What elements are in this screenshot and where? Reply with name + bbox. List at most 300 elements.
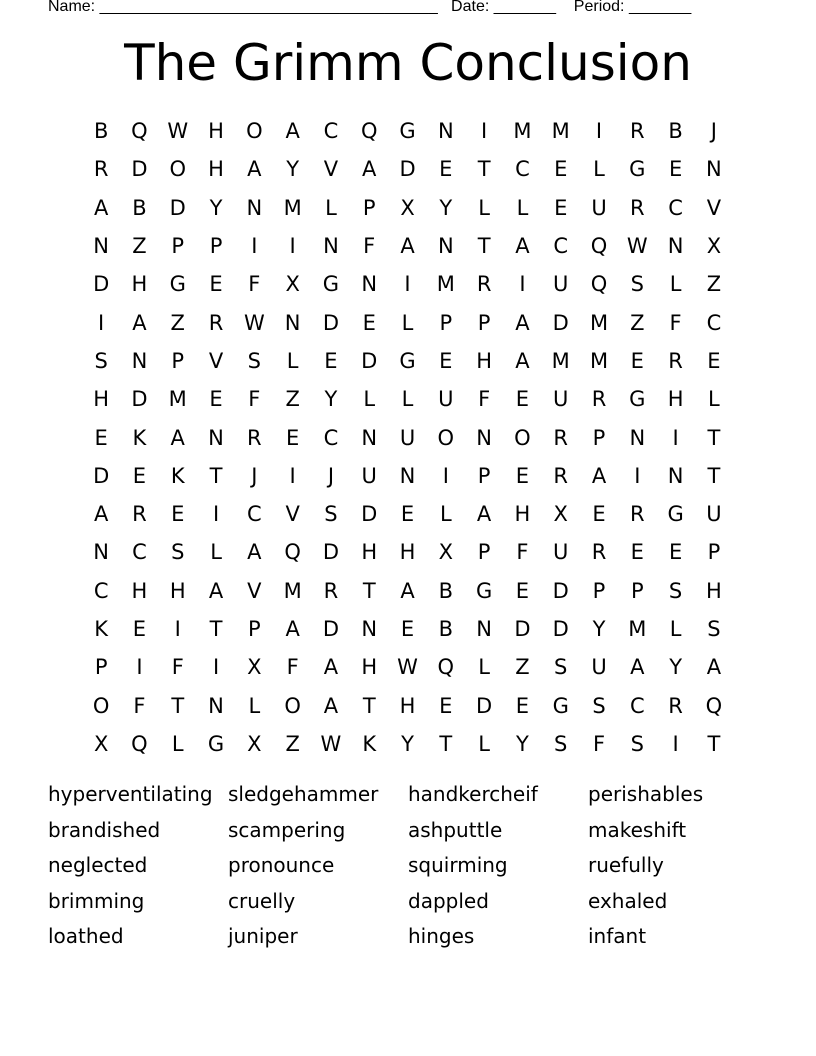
grid-letter: A — [323, 693, 339, 718]
grid-letter: M — [283, 195, 302, 220]
grid-letter: G — [552, 693, 569, 718]
grid-letter: S — [592, 693, 606, 718]
grid-letter: L — [593, 157, 605, 182]
grid-letter: E — [400, 617, 415, 641]
grid-letter: H — [169, 578, 186, 603]
grid-letter: M — [283, 578, 302, 603]
header-fields: Name: ______________________________________ Date: _______ Period: _______ — [48, 0, 692, 15]
grid-letter: H — [399, 540, 416, 565]
grid-letter: O — [514, 425, 531, 450]
grid-letter: T — [171, 693, 185, 718]
grid-letter: A — [285, 617, 300, 641]
grid-letter: E — [554, 157, 568, 182]
word-bank — [48, 780, 768, 958]
grid-letter: P — [362, 195, 376, 220]
grid-letter: R — [630, 502, 645, 527]
grid-letter: N — [667, 463, 684, 488]
letter-grid — [82, 112, 733, 763]
grid-letter: L — [363, 387, 376, 412]
grid-letter: S — [707, 617, 721, 641]
grid-letter: R — [247, 425, 262, 450]
grid-letter: L — [669, 617, 682, 641]
grid-letter: E — [515, 693, 530, 718]
grid-letter: D — [552, 617, 569, 641]
grid-letter: E — [515, 463, 530, 488]
grid-letter: X — [247, 731, 262, 756]
grid-letter: S — [171, 540, 185, 565]
grid-letter: R — [208, 310, 224, 335]
grid-letter: G — [207, 731, 225, 756]
grid-letter: C — [515, 157, 530, 182]
grid-letter: N — [361, 425, 378, 450]
grid-letter: X — [247, 655, 262, 680]
grid-letter: C — [629, 693, 645, 718]
grid-letter: K — [132, 425, 147, 450]
grid-letter: I — [136, 655, 143, 680]
grid-letter: H — [476, 348, 493, 373]
grid-letter: U — [591, 655, 607, 680]
grid-letter: A — [247, 540, 262, 565]
grid-letter: D — [169, 195, 186, 220]
grid-letter: N — [284, 310, 301, 335]
grid-letter: M — [551, 348, 570, 373]
grid-letter: T — [209, 463, 223, 488]
word-bank-item: brandished — [48, 817, 161, 842]
grid-letter: A — [400, 234, 415, 259]
grid-letter: C — [668, 195, 683, 220]
grid-letter: U — [706, 502, 722, 527]
grid-letter: Q — [590, 272, 608, 297]
grid-letter: T — [209, 617, 223, 641]
grid-letter: D — [552, 578, 569, 603]
grid-letter: N — [437, 234, 454, 259]
grid-letter: F — [171, 655, 184, 680]
grid-letter: E — [668, 157, 683, 182]
grid-letter: C — [247, 502, 262, 527]
grid-letter: Y — [209, 195, 223, 220]
grid-letter: F — [478, 387, 491, 412]
grid-letter: N — [131, 348, 148, 373]
grid-letter: E — [132, 617, 147, 641]
grid-letter: M — [628, 617, 647, 641]
grid-letter: S — [324, 502, 338, 527]
grid-letter: D — [322, 540, 340, 565]
grid-letter: M — [513, 119, 532, 144]
grid-letter: S — [630, 731, 644, 756]
grid-letter: N — [706, 157, 722, 182]
grid-letter: S — [94, 348, 108, 373]
grid-letter: X — [438, 540, 454, 565]
grid-letter: Q — [437, 655, 455, 680]
grid-letter: T — [362, 578, 376, 603]
grid-letter: E — [515, 387, 530, 412]
grid-letter: H — [514, 502, 531, 527]
grid-letter: R — [630, 119, 645, 144]
grid-letter: L — [478, 195, 490, 220]
grid-letter: D — [399, 157, 416, 182]
grid-letter: T — [362, 693, 376, 718]
word-bank-item: ruefully — [588, 853, 664, 878]
grid-letter: D — [514, 617, 531, 641]
grid-letter: F — [286, 655, 299, 680]
grid-letter: Z — [515, 655, 530, 680]
grid-letter: H — [361, 540, 378, 565]
grid-letter: A — [591, 463, 607, 488]
grid-letter: E — [630, 540, 644, 565]
grid-letter: I — [672, 731, 679, 756]
grid-letter: G — [399, 119, 416, 144]
grid-letter: R — [476, 272, 492, 297]
grid-letter: U — [399, 425, 416, 450]
grid-letter: F — [133, 693, 146, 718]
grid-letter: R — [553, 425, 568, 450]
grid-letter: Y — [324, 387, 338, 412]
grid-letter: E — [592, 502, 606, 527]
grid-letter: T — [477, 157, 491, 182]
grid-letter: N — [361, 617, 378, 641]
grid-letter: N — [629, 425, 646, 450]
grid-letter: D — [361, 348, 378, 373]
grid-letter: I — [481, 119, 488, 144]
grid-letter: U — [361, 463, 377, 488]
grid-letter: G — [169, 272, 186, 297]
grid-letter: M — [436, 272, 455, 297]
grid-letter: M — [589, 348, 609, 373]
grid-letter: G — [322, 272, 340, 297]
word-bank-item: loathed — [48, 924, 124, 949]
grid-letter: G — [629, 157, 646, 182]
grid-letter: A — [247, 157, 262, 182]
grid-letter: Y — [669, 655, 683, 680]
grid-letter: A — [476, 502, 492, 527]
grid-letter: U — [553, 272, 569, 297]
grid-letter: D — [322, 617, 340, 641]
grid-letter: D — [131, 157, 148, 182]
grid-letter: P — [209, 234, 223, 259]
grid-letter: X — [400, 195, 415, 220]
grid-letter: Q — [590, 234, 608, 259]
grid-letter: N — [437, 119, 454, 144]
word-bank-item: scampering — [228, 817, 346, 842]
grid-letter: P — [171, 348, 185, 373]
grid-letter: R — [553, 463, 568, 488]
grid-letter: A — [132, 310, 147, 335]
grid-letter: H — [131, 272, 148, 297]
grid-letter: Q — [705, 693, 723, 718]
grid-letter: F — [363, 234, 376, 259]
grid-letter: T — [707, 425, 721, 450]
grid-letter: D — [361, 502, 378, 527]
grid-letter: D — [131, 387, 148, 412]
grid-letter: E — [707, 348, 721, 373]
grid-letter: E — [362, 310, 376, 335]
grid-letter: A — [706, 655, 722, 680]
grid-letter: C — [706, 310, 722, 335]
grid-letter: L — [248, 693, 261, 718]
grid-letter: A — [515, 310, 530, 335]
grid-letter: E — [209, 387, 223, 412]
grid-letter: X — [553, 502, 568, 527]
word-bank-item: cruelly — [228, 888, 296, 913]
grid-letter: R — [591, 540, 607, 565]
grid-letter: G — [667, 502, 684, 527]
word-bank-item: brimming — [48, 888, 145, 913]
grid-letter: O — [284, 693, 301, 718]
grid-letter: N — [93, 234, 109, 259]
grid-letter: Z — [285, 387, 300, 412]
grid-letter: I — [442, 463, 449, 488]
grid-letter: Q — [131, 731, 148, 756]
grid-letter: Y — [439, 195, 453, 220]
grid-letter: L — [171, 731, 184, 756]
grid-letter: J — [327, 463, 335, 488]
grid-letter: L — [210, 540, 222, 565]
grid-letter: P — [171, 234, 185, 259]
grid-letter: I — [251, 234, 258, 259]
grid-letter: H — [361, 655, 378, 680]
grid-letter: O — [92, 693, 110, 718]
grid-letter: F — [516, 540, 529, 565]
grid-letter: R — [323, 578, 339, 603]
grid-letter: E — [285, 425, 300, 450]
grid-letter: Q — [284, 540, 301, 565]
grid-letter: K — [362, 731, 377, 756]
grid-letter: A — [170, 425, 185, 450]
grid-letter: Y — [401, 731, 414, 756]
grid-letter: N — [476, 425, 492, 450]
grid-letter: L — [286, 348, 299, 373]
grid-letter: P — [477, 463, 491, 488]
grid-letter: L — [516, 195, 529, 220]
word-bank-item: infant — [588, 924, 647, 949]
grid-letter: P — [477, 540, 491, 565]
grid-letter: B — [93, 119, 109, 144]
grid-letter: E — [630, 348, 644, 373]
grid-letter: E — [324, 348, 338, 373]
grid-letter: O — [246, 119, 263, 144]
grid-letter: P — [94, 655, 108, 680]
grid-letter: C — [132, 540, 147, 565]
grid-letter: A — [630, 655, 645, 680]
grid-letter: Y — [592, 617, 606, 641]
word-bank-item: makeshift — [588, 817, 687, 842]
grid-letter: T — [707, 463, 721, 488]
grid-letter: A — [400, 578, 415, 603]
grid-letter: L — [325, 195, 337, 220]
grid-letter: F — [248, 272, 261, 297]
grid-letter: I — [672, 425, 679, 450]
grid-letter: Z — [170, 310, 185, 335]
grid-letter: E — [439, 348, 453, 373]
grid-letter: L — [439, 502, 452, 527]
grid-letter: A — [93, 195, 109, 220]
grid-letter: N — [246, 195, 263, 220]
grid-letter: B — [438, 617, 454, 641]
grid-letter: P — [592, 425, 606, 450]
grid-letter: A — [515, 348, 530, 373]
grid-letter: L — [478, 655, 490, 680]
grid-letter: N — [323, 234, 339, 259]
grid-letter: A — [362, 157, 377, 182]
grid-letter: R — [668, 693, 683, 718]
grid-letter: H — [667, 387, 684, 412]
word-bank-item: perishables — [588, 782, 704, 806]
grid-letter: D — [552, 310, 569, 335]
word-bank-item: ashputtle — [408, 817, 503, 842]
grid-letter: S — [247, 348, 261, 373]
grid-letter: I — [98, 310, 105, 335]
grid-letter: E — [400, 502, 415, 527]
grid-letter: S — [554, 655, 568, 680]
grid-letter: A — [93, 502, 109, 527]
grid-letter: F — [248, 387, 261, 412]
grid-letter: B — [438, 578, 454, 603]
grid-letter: O — [169, 157, 186, 182]
grid-letter: B — [132, 195, 147, 220]
word-bank-item: handkercheif — [408, 782, 538, 806]
grid-letter: H — [131, 578, 148, 603]
grid-letter: D — [476, 693, 493, 718]
grid-letter: I — [289, 234, 296, 259]
grid-letter: I — [174, 617, 181, 641]
grid-letter: P — [439, 310, 453, 335]
grid-letter: E — [439, 157, 453, 182]
grid-letter: I — [404, 272, 411, 297]
grid-letter: E — [439, 693, 453, 718]
grid-letter: Q — [360, 119, 378, 144]
grid-letter: W — [320, 731, 342, 756]
word-bank-item: exhaled — [588, 888, 668, 913]
grid-letter: D — [93, 463, 110, 488]
grid-letter: A — [285, 119, 300, 144]
grid-letter: B — [668, 119, 683, 144]
grid-letter: M — [551, 119, 570, 144]
grid-letter: S — [668, 578, 683, 603]
grid-letter: I — [595, 119, 603, 144]
grid-letter: L — [401, 310, 414, 335]
grid-letter: M — [589, 310, 609, 335]
word-bank-item: hyperventilating — [48, 782, 213, 806]
page-title: The Grimm Conclusion — [124, 34, 692, 92]
grid-letter: N — [361, 272, 378, 297]
grid-letter: D — [322, 310, 340, 335]
grid-letter: Z — [285, 731, 300, 756]
word-bank-item: hinges — [408, 924, 475, 949]
word-bank-item: sledgehammer — [228, 782, 379, 806]
grid-letter: U — [438, 387, 454, 412]
grid-letter: F — [669, 310, 682, 335]
grid-letter: S — [630, 272, 644, 297]
grid-letter: Y — [516, 731, 529, 756]
grid-letter: X — [93, 731, 109, 756]
grid-letter: U — [553, 387, 569, 412]
grid-letter: T — [707, 731, 721, 756]
grid-letter: E — [94, 425, 108, 450]
grid-letter: V — [323, 157, 339, 182]
grid-letter: J — [710, 119, 717, 144]
grid-letter: W — [167, 119, 189, 144]
grid-letter: Q — [131, 119, 148, 144]
grid-letter: V — [208, 348, 224, 373]
grid-letter: N — [667, 234, 684, 259]
grid-letter: E — [515, 578, 530, 603]
grid-letter: Z — [132, 234, 147, 259]
grid-letter: I — [212, 655, 220, 680]
grid-letter: X — [285, 272, 300, 297]
grid-letter: I — [519, 272, 526, 297]
grid-letter: V — [706, 195, 722, 220]
grid-letter: H — [208, 119, 224, 144]
grid-letter: R — [630, 195, 645, 220]
grid-letter: L — [401, 387, 414, 412]
grid-letter: K — [94, 617, 109, 641]
grid-letter: I — [212, 502, 220, 527]
grid-letter: N — [399, 463, 416, 488]
grid-letter: R — [591, 387, 607, 412]
grid-letter: O — [437, 425, 455, 450]
grid-letter: N — [208, 693, 224, 718]
grid-letter: Y — [286, 157, 300, 182]
grid-letter: M — [168, 387, 187, 412]
grid-letter: C — [323, 119, 339, 144]
grid-letter: N — [208, 425, 224, 450]
grid-letter: R — [132, 502, 147, 527]
grid-letter: H — [93, 387, 110, 412]
grid-letter: P — [707, 540, 721, 565]
grid-letter: N — [93, 540, 109, 565]
grid-letter: L — [708, 387, 720, 412]
grid-letter: E — [554, 195, 568, 220]
grid-letter: V — [285, 502, 300, 527]
word-bank-item: neglected — [48, 853, 148, 878]
grid-letter: J — [251, 463, 258, 488]
grid-letter: P — [477, 310, 491, 335]
grid-letter: G — [399, 348, 416, 373]
grid-letter: K — [170, 463, 185, 488]
grid-letter: T — [439, 731, 453, 756]
word-bank-item: squirming — [408, 853, 508, 878]
grid-letter: G — [475, 578, 493, 603]
grid-letter: H — [399, 693, 416, 718]
grid-letter: P — [592, 578, 606, 603]
grid-letter: L — [669, 272, 682, 297]
grid-letter: W — [243, 310, 265, 335]
grid-letter: L — [478, 731, 490, 756]
grid-letter: N — [476, 617, 492, 641]
grid-letter: E — [668, 540, 683, 565]
grid-letter: P — [630, 578, 644, 603]
grid-letter: C — [93, 578, 109, 603]
grid-letter: Z — [706, 272, 722, 297]
grid-letter: H — [208, 157, 224, 182]
grid-letter: X — [706, 234, 722, 259]
grid-letter: E — [171, 502, 185, 527]
word-bank-item: juniper — [228, 924, 298, 949]
grid-letter: E — [209, 272, 223, 297]
grid-letter: C — [553, 234, 569, 259]
grid-letter: A — [515, 234, 530, 259]
grid-letter: U — [553, 540, 569, 565]
grid-letter: U — [591, 195, 607, 220]
grid-letter: H — [706, 578, 722, 603]
grid-letter: V — [247, 578, 262, 603]
word-bank-item: dappled — [408, 888, 489, 913]
grid-letter: W — [626, 234, 648, 259]
grid-letter: S — [554, 731, 568, 756]
grid-letter: I — [634, 463, 641, 488]
grid-letter: I — [289, 463, 296, 488]
grid-letter: G — [629, 387, 646, 412]
